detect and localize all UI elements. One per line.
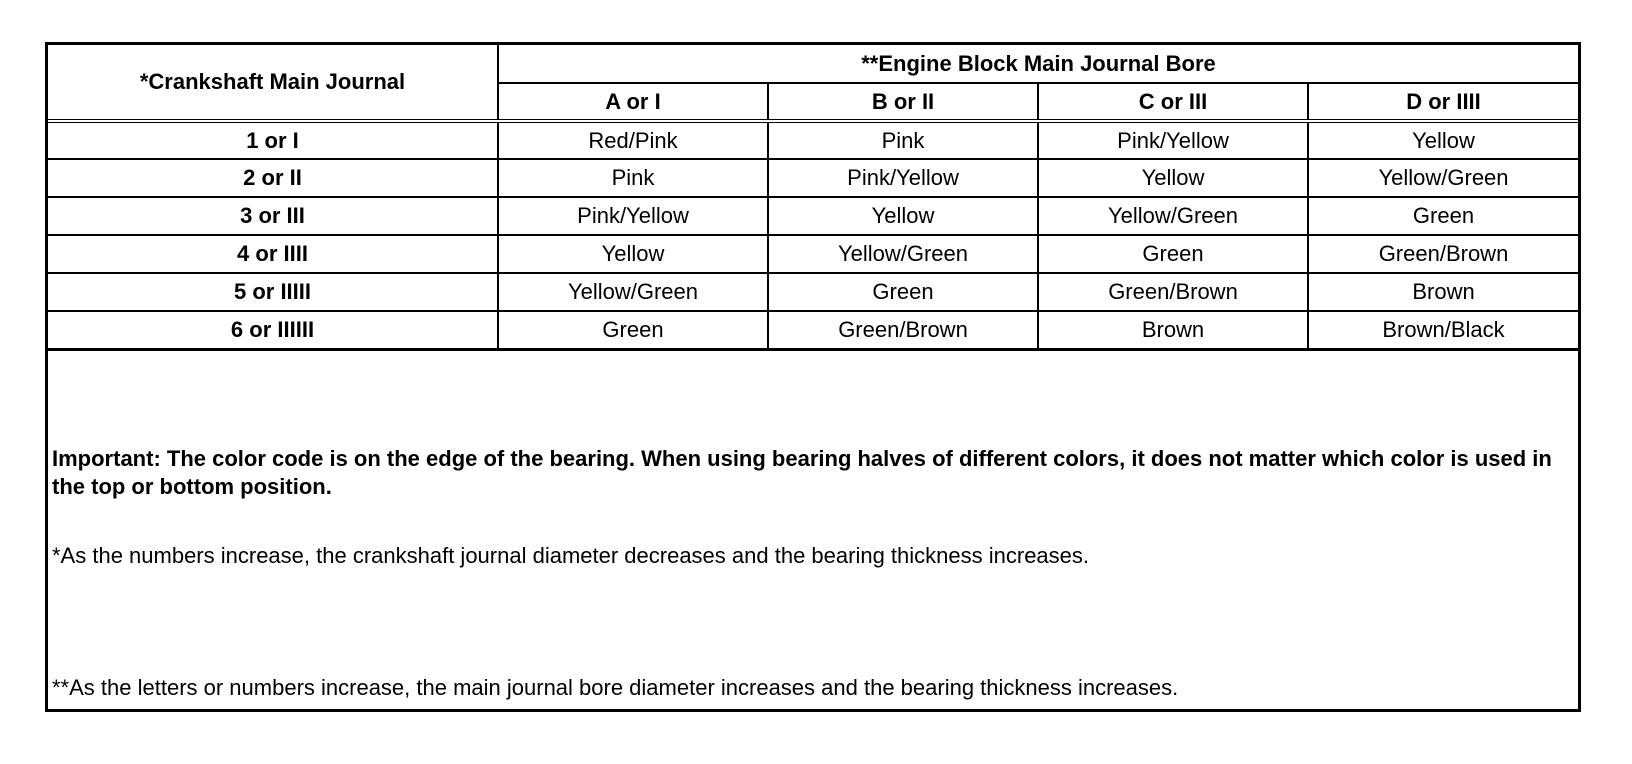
row-label: 4 or IIII [48,235,498,273]
table-cell: Yellow/Green [768,235,1038,273]
row-header-title: *Crankshaft Main Journal [48,45,498,121]
bearing-color-table [48,45,1578,351]
row-label: 3 or III [48,197,498,235]
row-label: 5 or IIIII [48,273,498,311]
table-cell: Red/Pink [498,121,768,159]
important-note: Important: The color code is on the edge of the bearing. When using bearing halves of different colors, it does not matter which color is used in the top or bottom position. [52,446,1552,499]
bearing-selection-document [45,42,1581,712]
table-cell: Green [1308,197,1578,235]
table-row [48,197,1578,235]
table-row [48,159,1578,197]
table-cell: Pink/Yellow [768,159,1038,197]
column-header: D or IIII [1308,83,1578,121]
row-label: 1 or I [48,121,498,159]
crankshaft-footnote: *As the numbers increase, the crankshaft journal diameter decreases and the bearing thickness increases. [52,543,1090,568]
table-cell: Brown [1308,273,1578,311]
table-cell: Brown [1038,311,1308,349]
table-cell: Green/Brown [1038,273,1308,311]
table-row [48,311,1578,349]
row-label: 2 or II [48,159,498,197]
group-header: **Engine Block Main Journal Bore [498,45,1578,83]
table-cell: Green/Brown [768,311,1038,349]
table-cell: Yellow [1038,159,1308,197]
table-cell: Pink/Yellow [498,197,768,235]
column-header: C or III [1038,83,1308,121]
table-cell: Pink [498,159,768,197]
table-cell: Green [1038,235,1308,273]
table-cell: Yellow [1308,121,1578,159]
table-cell: Green/Brown [1308,235,1578,273]
table-cell: Green [498,311,768,349]
column-header: B or II [768,83,1038,121]
table-cell: Pink [768,121,1038,159]
table-cell: Brown/Black [1308,311,1578,349]
table-cell: Yellow/Green [1038,197,1308,235]
table-cell: Yellow/Green [498,273,768,311]
table-cell: Yellow [498,235,768,273]
table-cell: Pink/Yellow [1038,121,1308,159]
column-header: A or I [498,83,768,121]
table-cell: Yellow [768,197,1038,235]
table-row [48,273,1578,311]
bore-footnote: **As the letters or numbers increase, the main journal bore diameter increases and the bearing thickness increases. [52,675,1179,700]
table-row [48,121,1578,159]
table-cell: Yellow/Green [1308,159,1578,197]
table-cell: Green [768,273,1038,311]
row-label: 6 or IIIIII [48,311,498,349]
table-row [48,235,1578,273]
